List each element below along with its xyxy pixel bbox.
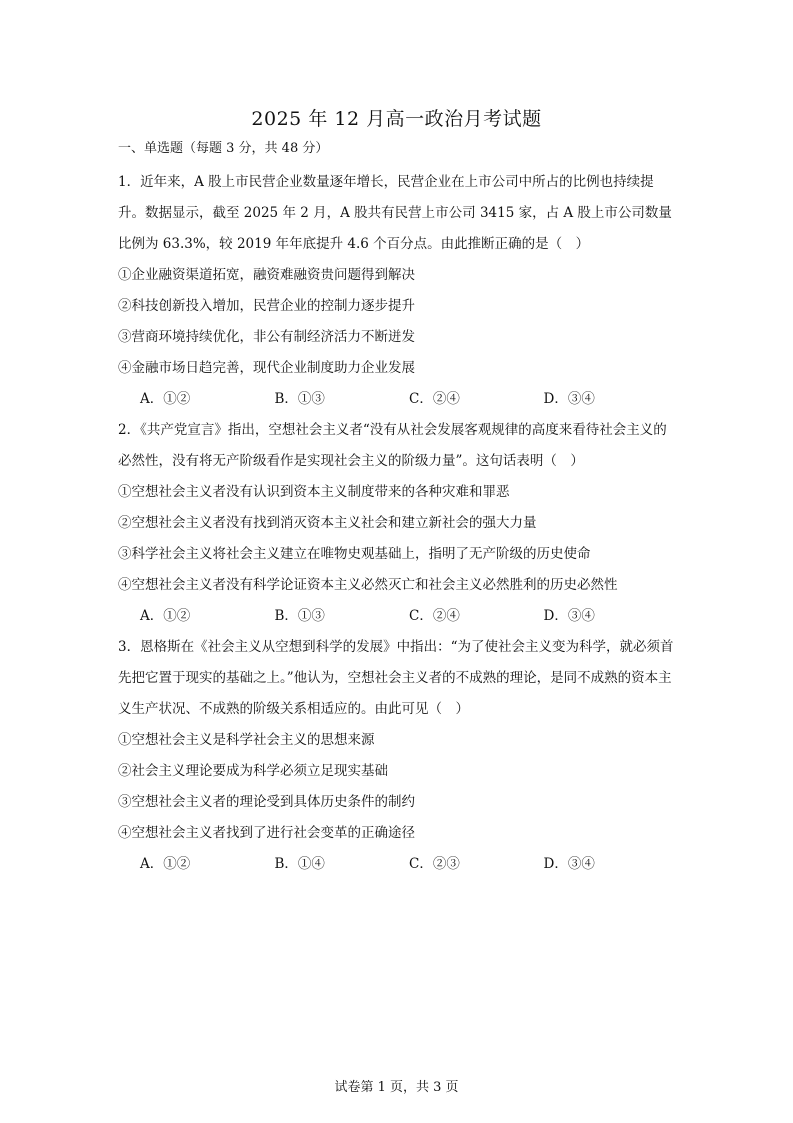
- question-stem: 1．近年来，A 股上市民营企业数量逐年增长，民营企业在上市公司中所占的比例也持续提升。数据显示，截至 2025 年 2 月，A 股共有民营上市公司 3415 家，占 A 股上市公司数量比例为 63.3%，较 2019 年年底提升 4.6 个百分点。由此推断正确的是（ ）: [118, 174, 672, 252]
- question-1: [118, 167, 678, 415]
- choice-a: A．①②: [140, 856, 191, 872]
- page-footer: 试卷第 1 页，共 3 页: [334, 1080, 459, 1095]
- choice-c: C．②④: [409, 608, 460, 624]
- choice-b: B．①③: [274, 391, 325, 407]
- statement-option: ②社会主义理论要成为科学必须立足现实基础: [118, 763, 388, 779]
- statement-option: ④空想社会主义者没有科学论证资本主义必然灭亡和社会主义必然胜利的历史必然性: [118, 577, 618, 593]
- choice-c: C．②③: [409, 856, 460, 872]
- choice-b: B．①③: [274, 608, 325, 624]
- question-3: [118, 632, 678, 880]
- choice-d: D．③④: [543, 391, 595, 407]
- choice-d: D．③④: [543, 608, 595, 624]
- answer-choices: [118, 849, 678, 880]
- choice-b: B．①④: [274, 856, 325, 872]
- statement-option: ①空想社会主义者没有认识到资本主义制度带来的各种灾难和罪恶: [118, 484, 510, 500]
- answer-choices: [118, 601, 678, 632]
- statement-option: ②科技创新投入增加，民营企业的控制力逐步提升: [118, 298, 415, 314]
- choice-d: D．③④: [543, 856, 595, 872]
- choice-a: A．①②: [140, 608, 191, 624]
- section-heading: 一、单选题（每题 3 分，共 48 分）: [118, 141, 329, 156]
- answer-choices: [118, 384, 678, 415]
- choice-c: C．②④: [409, 391, 460, 407]
- question-stem: 3．恩格斯在《社会主义从空想到科学的发展》中指出：“为了使社会主义变为科学，就必须首先把它置于现实的基础之上。”他认为，空想社会主义者的不成熟的理论，是同不成熟的资本主义生产状况、不成熟的阶级关系相适应的。由此可见（ ）: [118, 639, 674, 717]
- choice-a: A．①②: [140, 391, 191, 407]
- statement-option: ④空想社会主义者找到了进行社会变革的正确途径: [118, 825, 415, 841]
- exam-content: [118, 139, 678, 880]
- exam-title: 2025 年 12 月高一政治月考试题: [251, 108, 542, 130]
- statement-option: ③营商环境持续优化，非公有制经济活力不断迸发: [118, 329, 415, 345]
- statement-option: ④金融市场日趋完善，现代企业制度助力企业发展: [118, 360, 415, 376]
- statement-option: ①空想社会主义是科学社会主义的思想来源: [118, 732, 375, 748]
- statement-option: ③科学社会主义将社会主义建立在唯物史观基础上，指明了无产阶级的历史使命: [118, 546, 591, 562]
- statement-option: ①企业融资渠道拓宽，融资难融资贵问题得到解决: [118, 267, 415, 283]
- question-2: [118, 415, 678, 632]
- statement-option: ②空想社会主义者没有找到消灭资本主义社会和建立新社会的强大力量: [118, 515, 537, 531]
- question-stem: 2．《共产党宣言》指出，空想社会主义者“没有从社会发展客观规律的高度来看待社会主义的必然性，没有将无产阶级看作是实现社会主义的阶级力量”。这句话表明（ ）: [118, 422, 667, 469]
- statement-option: ③空想社会主义者的理论受到具体历史条件的制约: [118, 794, 415, 810]
